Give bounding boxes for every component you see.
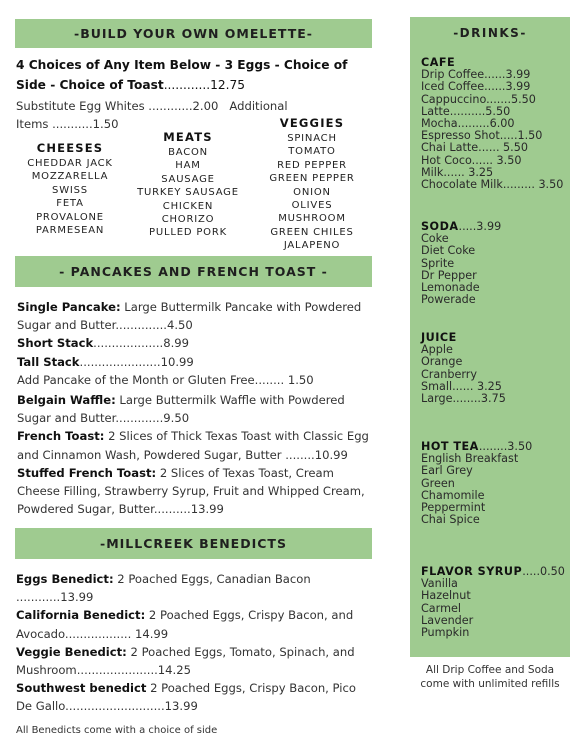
- meats-list: [130, 146, 246, 240]
- item-desc-line2: De Gallo...........................13.99: [16, 699, 198, 714]
- pancake-item: [17, 464, 382, 519]
- drink-item: Chai Spice: [421, 513, 480, 527]
- veggie-item: JALAPENO: [283, 240, 341, 252]
- benedict-item: [16, 570, 381, 606]
- drink-item: Milk...... 3.25: [421, 165, 494, 179]
- meats-column: [130, 130, 246, 240]
- item-name: Stuffed French Toast:: [17, 465, 157, 480]
- pancake-item: [17, 298, 382, 334]
- drink-item: Peppermint: [421, 501, 486, 515]
- benedicts-banner: -MILLCREEK BENEDICTS: [15, 528, 372, 559]
- pancakes-list: [17, 298, 382, 518]
- veggies-list: [252, 132, 372, 253]
- item-name: Belgain Waffle:: [17, 393, 116, 408]
- soda-price: .....3.99: [458, 220, 502, 233]
- veggies-title: VEGGIES: [279, 116, 345, 130]
- veggie-item: TOMATO: [288, 146, 336, 158]
- omelette-banner: -BUILD YOUR OWN OMELETTE-: [15, 19, 372, 48]
- drink-item: Apple: [421, 343, 453, 357]
- item-desc: 2 Poached Eggs, Canadian Bacon: [113, 572, 311, 586]
- meat-item: HAM: [175, 160, 201, 172]
- drink-item: Diet Coke: [421, 244, 476, 258]
- item-desc-line2: Sugar and Butter.............9.50: [17, 411, 190, 426]
- cheese-item: PARMESEAN: [35, 225, 105, 237]
- benedict-item: [16, 679, 381, 715]
- item-desc: 2 Slices of Thick Texas Toast with Classic Egg: [104, 429, 369, 444]
- drinks-panel: [410, 17, 570, 657]
- drink-item: English Breakfast: [421, 452, 519, 466]
- hot-tea-heading: HOT TEA: [421, 440, 479, 453]
- omelette-price: ............12.75: [163, 78, 246, 92]
- drink-item: Mocha.........6.00: [421, 117, 515, 131]
- item-name: Southwest benedict: [16, 681, 147, 696]
- pancakes-banner: - PANCAKES AND FRENCH TOAST -: [15, 256, 372, 287]
- item-desc-line2: Mushroom......................14.25: [16, 663, 191, 678]
- veggie-item: GREEN CHILES: [270, 226, 354, 238]
- drink-item: Small...... 3.25: [421, 379, 502, 393]
- flavor-syrup-heading: FLAVOR SYRUP: [421, 565, 523, 578]
- drink-item: Pumpkin: [421, 626, 470, 640]
- item-desc: 2 Poached Eggs, Tomato, Spinach, and: [126, 644, 355, 659]
- item-desc-line2: and Cinnamon Wash, Powdered Sugar, Butter ........10.99: [17, 447, 348, 462]
- pancake-item: [17, 427, 382, 463]
- drink-item: Coke: [421, 232, 449, 246]
- flavor-syrup-group: [421, 566, 565, 639]
- veggie-item: ONION: [293, 186, 331, 198]
- drink-item: Cranberry: [421, 367, 477, 381]
- item-desc: 2 Poached Eggs, Crispy Bacon, and: [145, 608, 354, 623]
- drink-item: Earl Grey: [421, 464, 473, 478]
- item-name: Short Stack: [17, 336, 94, 351]
- substitute-line2: Items ...........1.50: [16, 117, 119, 132]
- hot-tea-group: [421, 441, 532, 526]
- drink-item: Iced Coffee......3.99: [421, 80, 531, 94]
- item-name: California Benedict:: [16, 608, 146, 623]
- meat-item: TURKEY SAUSAGE: [137, 187, 239, 199]
- meat-item: CHORIZO: [161, 214, 215, 226]
- drink-item: Vanilla: [421, 577, 458, 591]
- item-name: Tall Stack: [17, 354, 80, 369]
- omelette-intro-side-toast: Side - Choice of Toast: [16, 78, 164, 92]
- item-name: Single Pancake:: [17, 300, 121, 314]
- drinks-title: -DRINKS-: [453, 26, 527, 40]
- drink-item: Powerade: [421, 293, 476, 307]
- cheese-item: PROVALONE: [36, 211, 104, 223]
- cheeses-title: CHEESES: [36, 141, 104, 155]
- item-price: ...................8.99: [93, 336, 190, 351]
- drink-item: Chamomile: [421, 488, 485, 502]
- pancake-item: [17, 353, 382, 371]
- drink-item: Cappuccino.......5.50: [421, 92, 536, 106]
- footnote-line2: come with unlimited refills: [420, 678, 560, 690]
- juice-group: [421, 332, 506, 405]
- cheeses-column: [14, 141, 126, 237]
- drink-item: Latte..........5.50: [421, 104, 511, 118]
- drink-item: Drip Coffee......3.99: [421, 68, 531, 82]
- drink-item: Chocolate Milk......... 3.50: [421, 178, 564, 192]
- meats-title: MEATS: [163, 130, 213, 144]
- veggie-item: SPINACH: [287, 133, 337, 144]
- veggie-item: OLIVES: [291, 200, 333, 212]
- benedicts-list: [16, 570, 381, 716]
- item-desc-line2: Avocado.................. 14.99: [16, 626, 169, 641]
- substitute-line1: Substitute Egg Whites ............2.00 Additional: [16, 99, 288, 113]
- cheese-item: FETA: [56, 198, 84, 210]
- veggie-item: RED PEPPER: [277, 159, 347, 171]
- cheeses-list: [14, 157, 126, 237]
- drink-item: Green: [421, 476, 455, 490]
- item-name: French Toast:: [17, 429, 105, 444]
- juice-heading: JUICE: [421, 331, 457, 344]
- soda-group: [421, 221, 501, 306]
- drink-item: Lemonade: [421, 281, 480, 295]
- drink-item: Dr Pepper: [421, 268, 477, 282]
- drink-item: Orange: [421, 355, 463, 369]
- item-price: ............13.99: [16, 590, 94, 605]
- benedict-item: [16, 643, 381, 679]
- meat-item: SAUSAGE: [161, 173, 215, 185]
- item-desc: Large Buttermilk Pancake with Powdered: [120, 300, 362, 314]
- drink-item: Chai Latte...... 5.50: [421, 141, 528, 155]
- benedicts-note: All Benedicts come with a choice of side: [16, 725, 218, 736]
- item-desc: 2 Slices of Texas Toast, Cream: [156, 465, 334, 480]
- item-desc-line2: Cheese Filling, Strawberry Syrup, Fruit and Whipped Cream,: [17, 484, 365, 499]
- omelette-intro-line2: [16, 75, 376, 95]
- meat-item: PULLED PORK: [149, 227, 227, 239]
- veggies-column: [252, 116, 372, 253]
- cafe-group: [421, 57, 563, 191]
- hot-tea-price: ........3.50: [478, 440, 533, 453]
- drink-item: Large........3.75: [421, 392, 506, 406]
- drink-item: Lavender: [421, 613, 474, 627]
- cheese-item: CHEDDAR JACK: [27, 158, 113, 169]
- cheese-item: SWISS: [52, 184, 88, 196]
- item-price: ......................10.99: [79, 354, 194, 369]
- drink-item: Hot Coco...... 3.50: [421, 153, 522, 167]
- flavor-syrup-price: .....0.50: [522, 565, 565, 578]
- item-desc-line2: Sugar and Butter..............4.50: [17, 318, 193, 333]
- item-desc-line3: Powdered Sugar, Butter..........13.99: [17, 502, 224, 517]
- item-name: Eggs Benedict:: [16, 572, 114, 586]
- veggie-item: MUSHROOM: [278, 213, 346, 225]
- drink-item: Carmel: [421, 601, 461, 615]
- omelette-intro: [16, 55, 376, 95]
- drink-item: Sprite: [421, 256, 455, 270]
- omelette-intro-line1: 4 Choices of Any Item Below - 3 Eggs - Choice of: [16, 58, 348, 72]
- veggie-item: GREEN PEPPER: [269, 173, 355, 185]
- item-desc: Large Buttermilk Waffle with Powdered: [115, 393, 345, 408]
- pancake-item: [17, 391, 382, 427]
- meat-item: BACON: [168, 147, 208, 158]
- pancake-item: [17, 334, 382, 352]
- cafe-heading: CAFE: [421, 56, 456, 69]
- drinks-footnote: [405, 663, 575, 691]
- item-name: Veggie Benedict:: [16, 644, 127, 659]
- item-desc: 2 Poached Eggs, Crispy Bacon, Pico: [146, 681, 356, 696]
- soda-heading: SODA: [421, 220, 459, 233]
- drink-item: Espresso Shot.....1.50: [421, 129, 543, 143]
- pancake-addon: Add Pancake of the Month or Gluten Free........ 1.50: [17, 372, 314, 387]
- meat-item: CHICKEN: [162, 200, 214, 212]
- footnote-line1: All Drip Coffee and Soda: [425, 664, 555, 676]
- drink-item: Hazelnut: [421, 589, 471, 603]
- cheese-item: MOZZARELLA: [31, 171, 109, 183]
- benedict-item: [16, 606, 381, 642]
